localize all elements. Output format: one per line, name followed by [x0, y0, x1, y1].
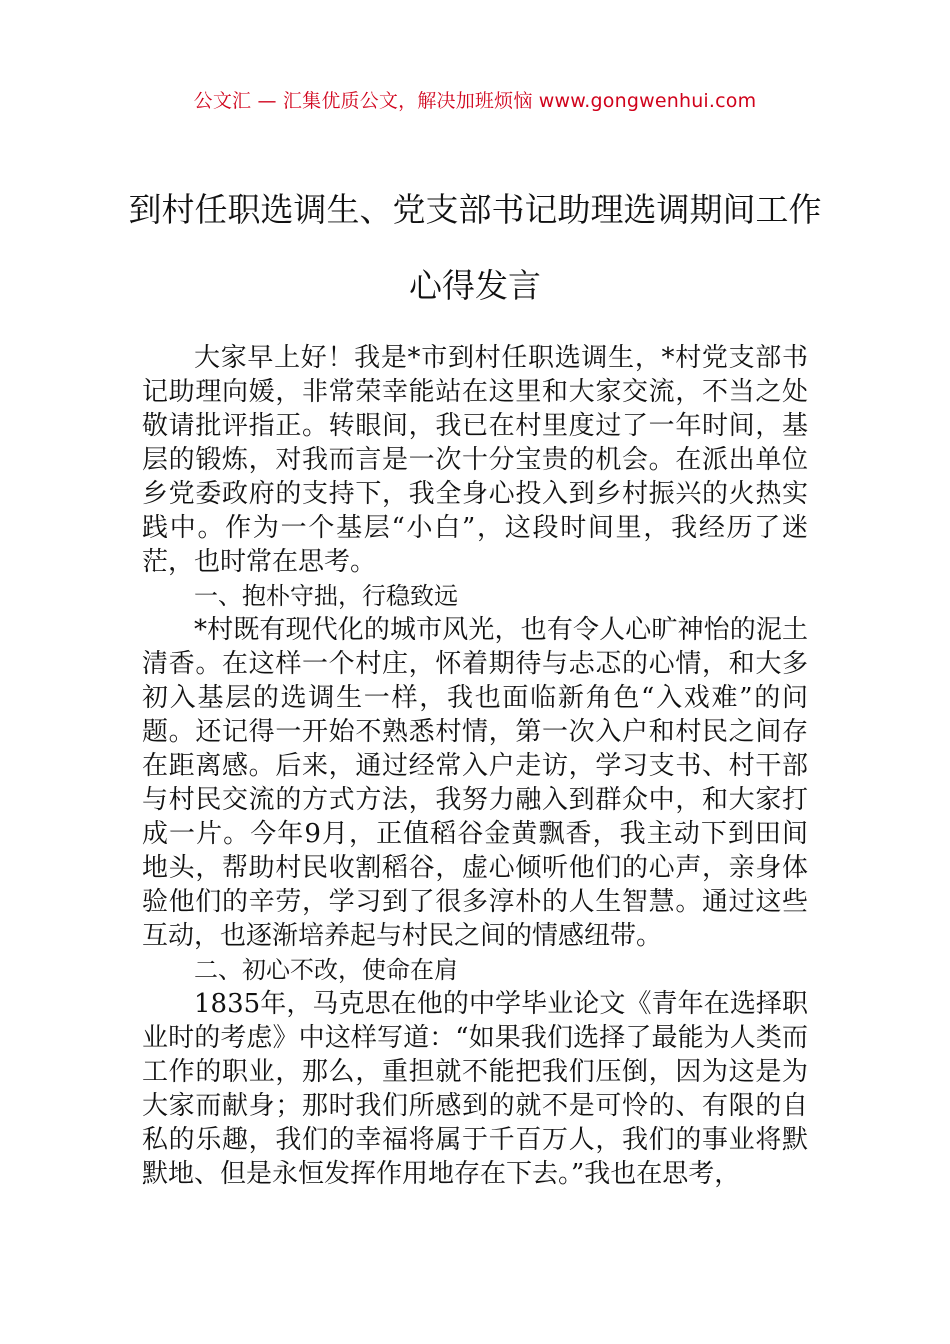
paragraph-section-1: *村既有现代化的城市风光，也有令人心旷神怡的泥土清香。在这样一个村庄，怀着期待与忐忑的心情，和大多初入基层的选调生一样，我也面临新角色“入戏难”的问题。还记得一开始不熟悉村情，第一次入户和村民之间存在距离感。后来，通过经常入户走访，学习支书、村干部与村民交流的方式方法，我努力融入到群众中，和大家打成一片。今年9月，正值稻谷金黄飘香，我主动下到田间地头，帮助村民收割稻谷，虚心倾听他们的心声，亲身体验他们的辛劳，学习到了很多淳朴的人生智慧。通过这些互动，也逐渐培养起与村民之间的情感纽带。 — [142, 615, 808, 951]
document-body — [142, 341, 808, 1191]
watermark-header: 公文汇 — 汇集优质公文，解决加班烦恼 www.gongwenhui.com — [193, 90, 757, 112]
section-heading-1: 一、抱朴守拙，行稳致远 — [194, 582, 458, 610]
paragraph-intro: 大家早上好！我是*市到村任职选调生，*村党支部书记助理向媛，非常荣幸能站在这里和大家交流，不当之处敬请批评指正。转眼间，我已在村里度过了一年时间，基层的锻炼，对我而言是一次十分宝贵的机会。在派出单位乡党委政府的支持下，我全身心投入到乡村振兴的火热实践中。作为一个基层“小白”，这段时间里，我经历了迷茫，也时常在思考。 — [142, 343, 808, 577]
document-title: 到村任职选调生、党支部书记助理选调期间工作心得发言 — [128, 190, 822, 305]
section-heading-2: 二、初心不改，使命在肩 — [194, 956, 458, 984]
paragraph-section-2: 1835年，马克思在他的中学毕业论文《青年在选择职业时的考虑》中这样写道：“如果我们选择了最能为人类而工作的职业，那么，重担就不能把我们压倒，因为这是为大家而献身；那时我们所感到的就不是可怜的、有限的自私的乐趣，我们的幸福将属于千百万人，我们的事业将默默地、但是永恒发挥作用地存在下去。”我也在思考， — [142, 989, 808, 1189]
